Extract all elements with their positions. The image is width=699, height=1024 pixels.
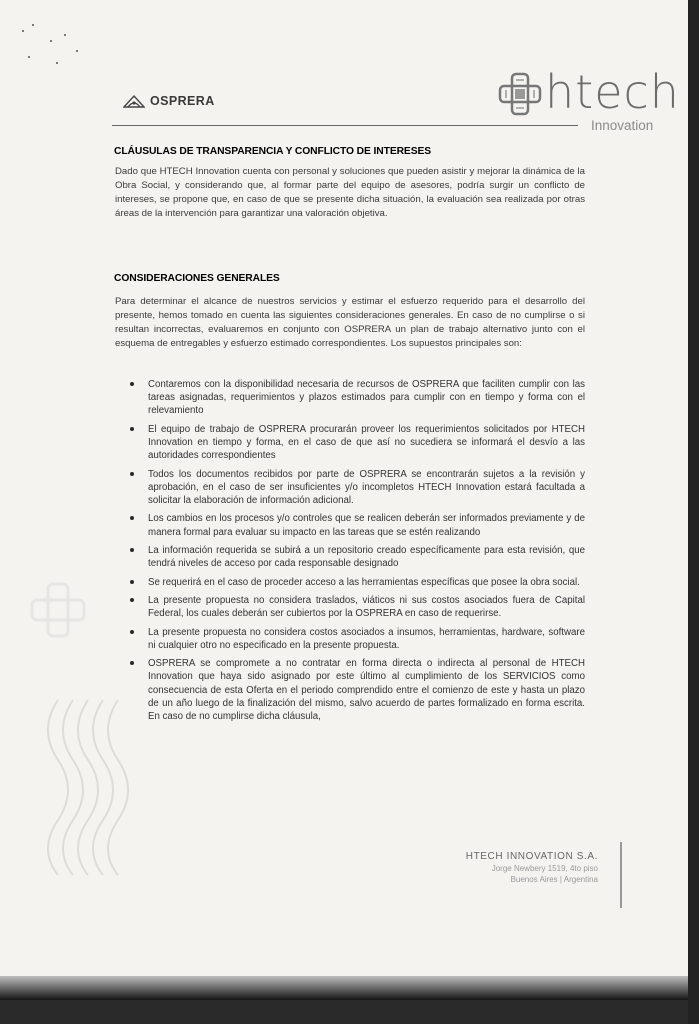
section-title-transparency: CLÁUSULAS DE TRANSPARENCIA Y CONFLICTO DE INTERESES [114, 146, 431, 157]
list-item [128, 512, 585, 538]
bullet-icon [130, 661, 134, 665]
list-item-text: Contaremos con la disponibilidad necesaria de recursos de OSPRERA que faciliten cumplir con las tareas asignadas, requerimientos y plazos estimados para cumplir con en tiempo y forma con el relevamiento [148, 379, 585, 417]
list-item [128, 626, 585, 652]
osprera-header [123, 94, 215, 108]
list-item-text: Se requerirá en el caso de proceder acceso a las herramientas específicas que posee la obra social. [148, 576, 580, 588]
footer-address-line2: Buenos Aires | Argentina [510, 875, 598, 884]
watermark-icon [28, 580, 88, 640]
list-item-text: La información requerida se subirá a un repositorio creado específicamente para esta revisión, que tendrá niveles de acceso por cada responsable designado [148, 544, 585, 570]
watermark-pattern-icon [18, 690, 148, 880]
list-item [128, 657, 585, 723]
scan-specks [20, 20, 100, 80]
assumptions-list [128, 378, 585, 728]
list-item [128, 468, 585, 508]
bullet-icon [130, 427, 134, 431]
htech-cross-logo-icon [498, 72, 542, 116]
footer [466, 850, 598, 885]
bullet-icon [130, 516, 134, 520]
footer-company: HTECH INNOVATION S.A. [465, 851, 598, 862]
bullet-icon [130, 548, 134, 552]
section-body-general: Para determinar el alcance de nuestros servicios y estimar el esfuerzo requerido para el desarrollo del presente, hemos tomado en cuenta las siguientes consideraciones generales. En caso de no cumplirse o si resultan incorrectas, evaluaremos en conjunto con OSPRERA un plan de trabajo alternativo junto con el esquema de entregables y esfuerzo estimado correspondientes. Los supuestos principales son: [115, 296, 585, 349]
bullet-icon [130, 630, 134, 634]
list-item-text: El equipo de trabajo de OSPRERA procurarán proveer los requerimientos solicitados por HTECH Innovation en tiempo y forma, en el caso de que así no sucediera se informará el desvío a las autoridades correspondientes [148, 423, 585, 462]
list-item [128, 423, 585, 463]
section-title-general: CONSIDERACIONES GENERALES [114, 273, 280, 284]
section-body-transparency: Dado que HTECH Innovation cuenta con personal y soluciones que pueden asistir y mejorar la dinámica de la Obra Social, y considerando que, al formar parte del equipo de asesores, podría surgir un conflicto de intereses, se propone que, en caso de que se presente dicha situación, la evaluación sea realizada por otras áreas de la intervención para garantizar una valoración objetiva. [115, 166, 585, 219]
scan-shadow-right [688, 0, 699, 1024]
header-divider [112, 125, 578, 126]
bullet-icon [130, 580, 134, 584]
bullet-icon [130, 382, 134, 386]
htech-brand-subtitle: Innovation [591, 118, 654, 133]
osprera-name: OSPRERA [150, 94, 215, 108]
bullet-icon [130, 598, 134, 602]
list-item [128, 378, 585, 418]
osprera-logo-icon [123, 94, 145, 108]
bullet-icon [130, 472, 134, 476]
list-item [128, 576, 585, 589]
scan-shadow-bottom [0, 976, 688, 1000]
list-item [128, 594, 585, 620]
footer-address-line1: Jorge Newbery 1519, 4to piso [491, 864, 598, 873]
list-item-text: OSPRERA se compromete a no contratar en forma directa o indirecta al personal de HTECH Innovation que haya sido asignado por este último al cumplimiento de los SERVICIOS como consecuencia de esta Oferta en el periodo comprendido entre el comienzo de este y hasta un plazo de un año luego de la finalización del mismo, salvo acuerdo de partes formalizado en forma escrita. En caso de no cumplirse dicha cláusula, [148, 658, 585, 722]
list-item-text: La presente propuesta no considera traslados, viáticos ni sus costos asociados fuera de Capital Federal, los cuales deberán ser cubiertos por la OSPRERA en caso de requerirse. [148, 594, 585, 620]
list-item-text: La presente propuesta no considera costos asociados a insumos, herramientas, hardware, software ni cualquier otro no especificado en la presente propuesta. [148, 626, 585, 651]
footer-divider [620, 842, 622, 908]
htech-brand-name: htech [545, 65, 680, 119]
list-item-text: Los cambios en los procesos y/o controles que se realicen deberán ser informados previamente y de manera formal para evaluar su impacto en las tareas que se estén realizando [148, 513, 585, 538]
list-item [128, 544, 585, 570]
list-item-text: Todos los documentos recibidos por parte de OSPRERA se encontrarán sujetos a la revisión y aprobación, en el caso de ser insuficientes y/o incompletos HTECH Innovation estará facultada a solicitar la elaboración de información adicional. [148, 468, 585, 506]
